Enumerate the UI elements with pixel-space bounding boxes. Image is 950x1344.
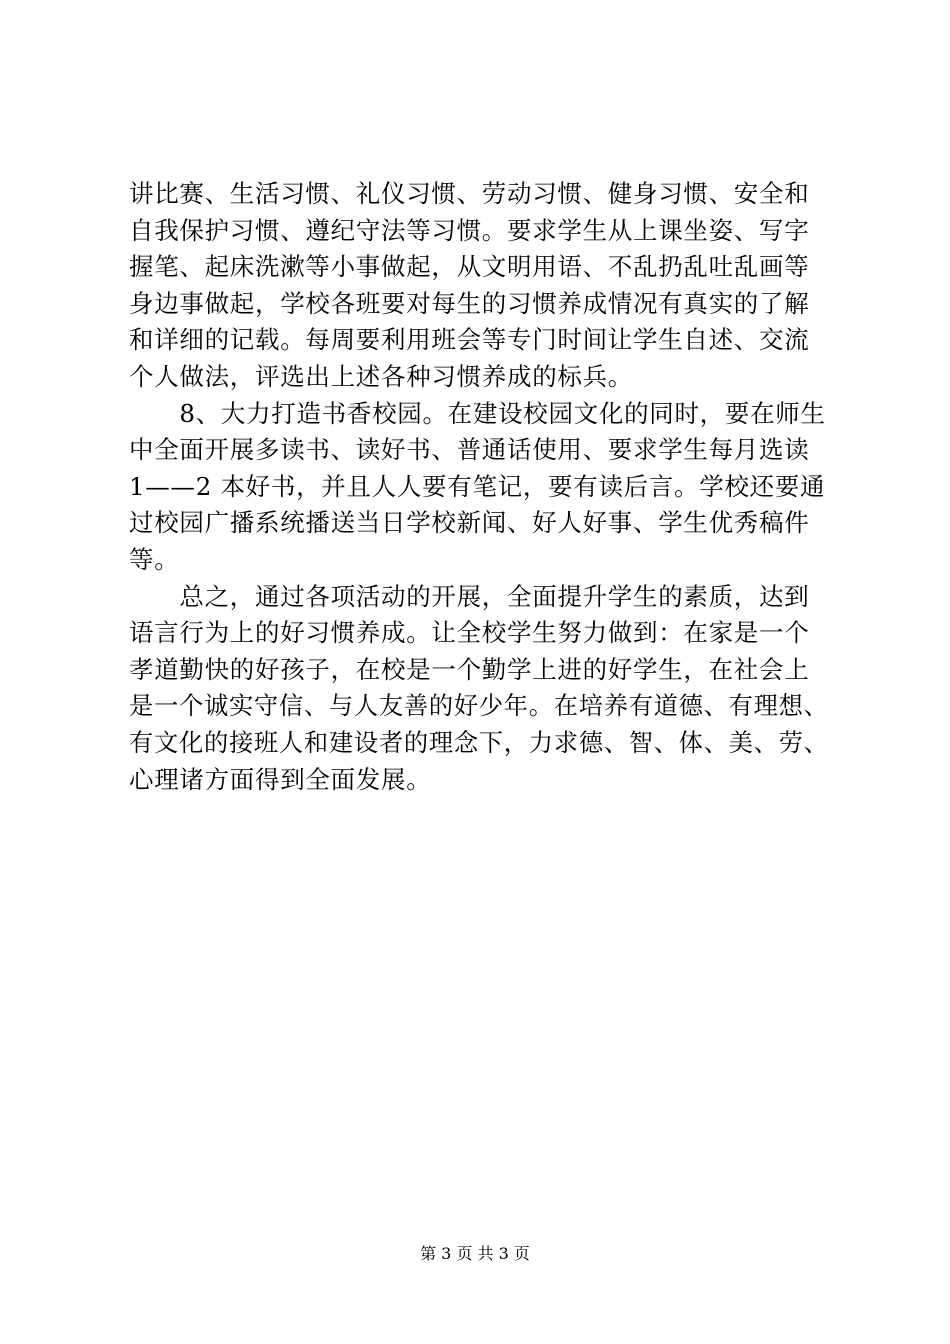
paragraph-habits (129, 176, 829, 396)
text-line: 和详细的记载。每周要利用班会等专门时间让学生自述、交流 (129, 325, 810, 355)
paragraph-conclusion (129, 579, 829, 799)
text-line: 总之，通过各项活动的开展，全面提升学生的素质，达到 (129, 581, 810, 611)
page-footer (0, 1243, 950, 1265)
text-line: 自我保护习惯、遵纪守法等习惯。要求学生从上课坐姿、写字 (129, 215, 810, 245)
text-line: 是一个诚实守信、与人友善的好少年。在培养有道德、有理想、 (129, 691, 829, 721)
text-line: 孝道勤快的好孩子，在校是一个勤学上进的好学生，在社会上 (129, 654, 810, 684)
text-line: 1——2 本好书，并且人人要有笔记，要有读后言。学校还要通 (129, 471, 826, 501)
text-line: 等。 (129, 544, 180, 574)
text-line: 心理诸方面得到全面发展。 (129, 764, 432, 794)
text-line: 有文化的接班人和建设者的理念下，力求德、智、体、美、劳、 (129, 727, 829, 757)
text-line: 语言行为上的好习惯养成。让全校学生努力做到：在家是一个 (129, 618, 810, 648)
text-line: 握笔、起床洗漱等小事做起，从文明用语、不乱扔乱吐乱画等 (129, 252, 810, 282)
text-line: 身边事做起，学校各班要对每生的习惯养成情况有真实的了解 (129, 288, 810, 318)
text-line: 个人做法，评选出上述各种习惯养成的标兵。 (129, 361, 633, 391)
text-line: 中全面开展多读书、读好书、普通话使用、要求学生每月选读 (129, 435, 810, 465)
document-body (129, 176, 829, 798)
text-line: 过校园广播系统播送当日学校新闻、好人好事、学生优秀稿件 (129, 508, 810, 538)
text-line: 讲比赛、生活习惯、礼仪习惯、劳动习惯、健身习惯、安全和 (129, 179, 810, 208)
text-line: 8、大力打造书香校园。在建设校园文化的同时，要在师生 (129, 398, 826, 428)
paragraph-reading-campus (129, 396, 829, 579)
page-number: 第 3 页 共 3 页 (420, 1244, 530, 1263)
